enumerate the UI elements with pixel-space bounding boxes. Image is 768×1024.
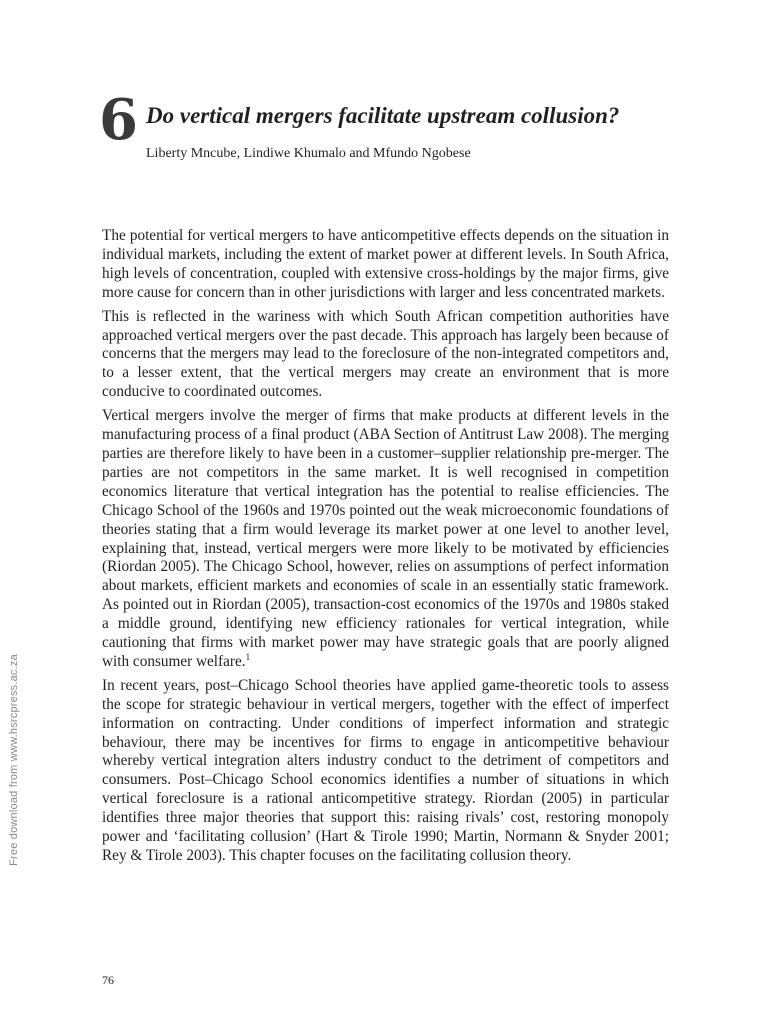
download-watermark: Free download from www.hsrcpress.ac.za [8,654,20,866]
paragraph-4: In recent years, post–Chicago School theories have applied game-theoretic tools to assess the scope for strategic behaviour in vertical mergers, together with the effect of imperfect information on contracting. Under conditions of imperfect information and strategic behaviour, there may be incentives for firms to engage in anticompetitive behaviour whereby vertical integration alters industry conduct to the detriment of competitors and consumers. Post–Chicago School economics identifies a number of situations in which vertical foreclosure is a rational anticompetitive strategy. Riordan (2005) in particular identifies three major theories that support this: raising rivals’ cost, restoring monopoly power and ‘facilitating collusion’ (Hart & Tirole 1990; Martin, Normann & Snyder 2001; Rey & Tirole 2003). This chapter focuses on the facilitating collusion theory. [102,676,669,864]
paragraph-3 [102,407,669,672]
chapter-number: 6 [99,87,138,153]
body-text [102,227,669,871]
page-number: 76 [102,973,114,987]
chapter-title: Do vertical mergers facilitate upstream collusion? [146,103,620,128]
chapter-authors: Liberty Mncube, Lindiwe Khumalo and Mfundo Ngobese [146,146,471,161]
footnote-marker[interactable]: 1 [245,651,251,662]
paragraph-2: This is reflected in the wariness with which South African competition authorities have approached vertical mergers over the past decade. This approach has largely been because of concerns that the mergers may lead to the foreclosure of the non-integrated competitors and, to a lesser extent, that the vertical mergers may create an environment that is more conducive to coordinated outcomes. [102,307,669,401]
paragraph-1: The potential for vertical mergers to have anticompetitive effects depends on the situation in individual markets, including the extent of market power at different levels. In South Africa, high levels of concentration, coupled with extensive cross-holdings by the major firms, give more cause for concern than in other jurisdictions with larger and less concentrated markets. [102,227,669,301]
paragraph-3-text: Vertical mergers involve the merger of firms that make products at different levels in the manufacturing process of a final product (ABA Section of Antitrust Law 2008). The merging parties are therefore likely to have been in a customer–supplier relationship pre-merger. The parties are not competitors in the same market. It is well recognised in competition economics literature that vertical integration has the potential to realise efficiencies. The Chicago School of the 1960s and 1970s pointed out the weak microeconomic foundations of theories stating that a firm would leverage its market power at one level to another level, explaining that, instead, vertical mergers were more likely to be motivated by efficiencies (Riordan 2005). The Chicago School, however, relies on assumptions of perfect information about markets, efficient markets and economies of scale in an essentially static framework. As pointed out in Riordan (2005), transaction-cost economics of the 1970s and 1980s staked a middle ground, identifying new efficiency rationales for vertical integration, while cautioning that firms with market power may have strategic goals that are poorly aligned with consumer welfare. [102,407,669,670]
